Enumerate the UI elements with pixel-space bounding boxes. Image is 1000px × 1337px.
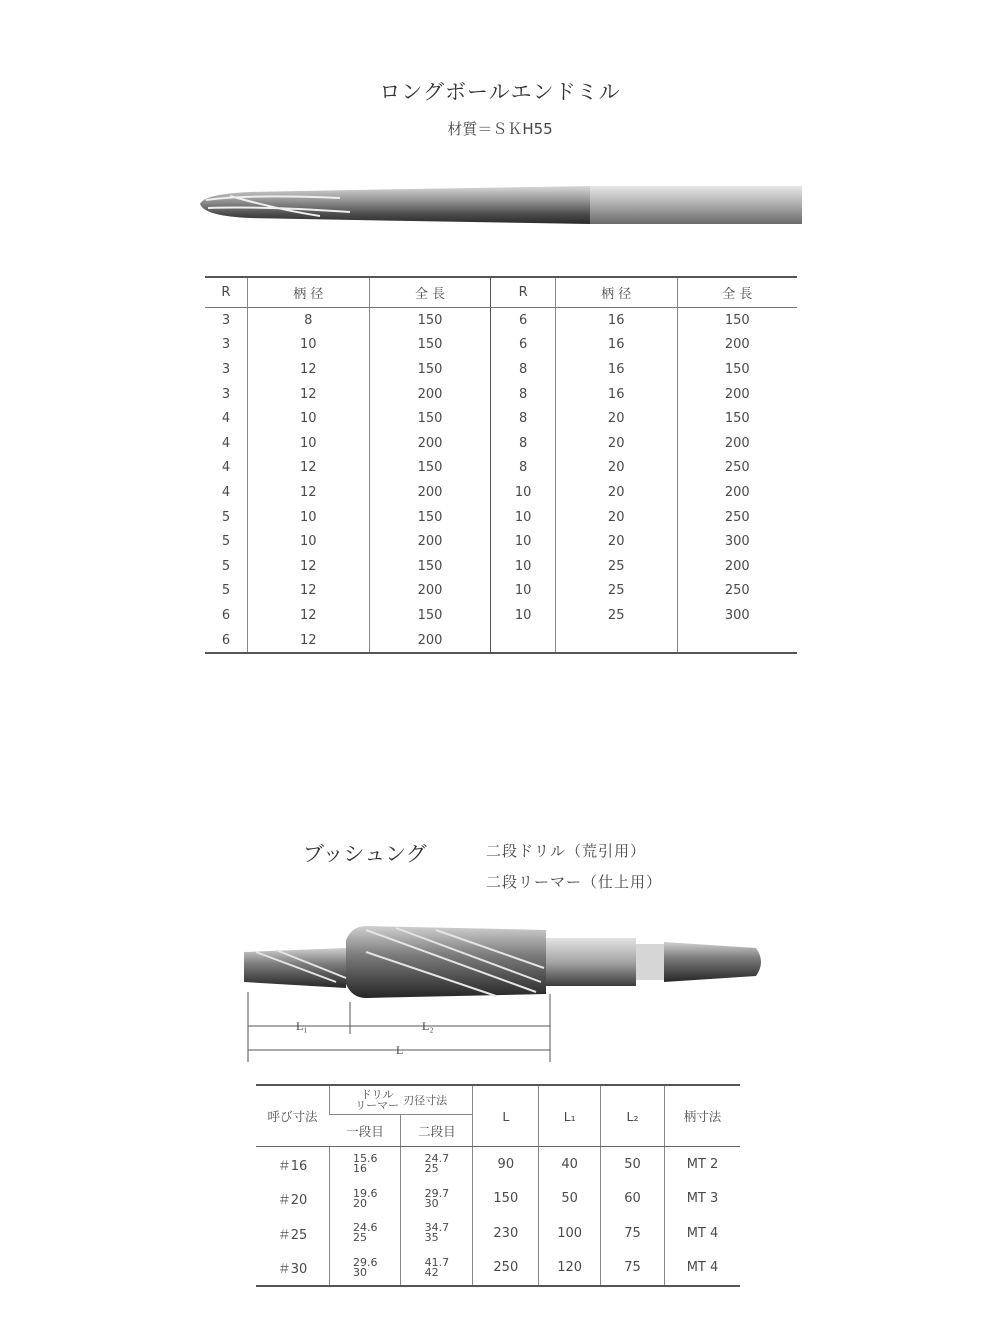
header-total-length: 全 長 [677,277,797,308]
cell-l2: 75 [601,1251,665,1287]
cell-step1 [329,1251,400,1287]
header-nominal: 呼び寸法 [256,1085,329,1147]
header-shank-dia: 柄 径 [555,277,677,308]
cell-total-length: 150 [677,406,797,431]
cell-shank-dia: 10 [247,529,369,554]
header-l: L [473,1085,539,1147]
cell-total-length: 150 [369,406,491,431]
cell-total-length: 200 [369,579,491,604]
cell-shank-dia: 20 [555,529,677,554]
cell-total-length: 150 [369,603,491,628]
cell-shank-dia: 10 [247,431,369,456]
table-row [256,1182,740,1217]
cell-shank-dia: 20 [555,406,677,431]
cell-total-length: 300 [677,603,797,628]
cell-shank-dia: 10 [247,406,369,431]
table-row [256,1216,740,1251]
cell-r: 5 [221,509,231,525]
cell-shank-dia: 10 [247,333,369,358]
cell-shank: MT 2 [664,1147,740,1182]
table-row [205,431,797,456]
cell-r: 8 [491,431,555,456]
cell-r: 8 [491,382,555,407]
cell-shank-dia [555,628,677,654]
header-shank: 柄寸法 [664,1085,740,1147]
cell-total-length: 150 [677,308,797,333]
table-row [205,529,797,554]
cell-step2-reamer-value: 25 [424,1162,439,1176]
table-row [205,456,797,481]
cell-total-length: 200 [677,554,797,579]
cell-step2-drill-value: 29.7 [424,1186,450,1200]
dim-l-label: L [396,1043,404,1057]
cell-l1: 40 [539,1147,601,1182]
cell-shank-dia: 12 [247,628,369,654]
cell-total-length: 250 [677,579,797,604]
cell-shank-dia: 10 [247,505,369,530]
header-r: R [205,277,247,308]
cell-step1-reamer-value: 30 [352,1265,367,1279]
cell-l2: 50 [601,1147,665,1182]
cell-r: 10 [491,505,555,530]
cell-step1-reamer-value: 16 [352,1162,367,1176]
cell-shank-dia: 12 [247,579,369,604]
cell-total-length: 150 [369,308,491,333]
cell-total-length: 200 [677,382,797,407]
table-row [205,357,797,382]
cell-r: 8 [491,357,555,382]
cell-total-length: 300 [677,529,797,554]
table-row [205,382,797,407]
cell-total-length [677,628,797,654]
cell-r: 4 [221,435,231,451]
cell-r: 6 [491,333,555,358]
table-row [205,554,797,579]
cell-l2: 60 [601,1182,665,1217]
cell-r: 10 [491,480,555,505]
cell-total-length: 150 [369,554,491,579]
cell-r [491,628,555,654]
cell-step1-drill-value: 19.6 [352,1186,378,1200]
dim-l1-label: L₁ [296,1019,308,1033]
cell-nominal: ＃16 [277,1158,308,1174]
header-l2: L₂ [601,1085,665,1147]
cell-r: 4 [221,411,231,427]
cell-total-length: 150 [369,357,491,382]
header-r: R [491,277,555,308]
cell-l: 150 [473,1182,539,1217]
cell-shank-dia: 25 [555,603,677,628]
header-step2: 二段目 [401,1115,473,1147]
cell-step1-drill-value: 29.6 [352,1255,378,1269]
cell-total-length: 150 [369,333,491,358]
table-row [205,406,797,431]
table-row [256,1147,740,1182]
cell-shank: MT 4 [664,1216,740,1251]
cell-nominal: ＃25 [277,1227,308,1243]
header-l1: L₁ [539,1085,601,1147]
cell-total-length: 150 [677,357,797,382]
cell-r: 6 [491,308,555,333]
cell-total-length: 250 [677,456,797,481]
cell-r: 3 [221,361,231,377]
cell-shank-dia: 16 [555,333,677,358]
cell-step1-reamer-value: 20 [352,1196,367,1210]
cell-r: 3 [221,337,231,353]
cell-total-length: 200 [369,628,491,654]
cell-shank-dia: 20 [555,505,677,530]
cell-r: 8 [491,406,555,431]
cell-shank-dia: 12 [247,554,369,579]
cell-r: 6 [205,628,247,654]
header-reamer: リーマー [355,1099,400,1113]
cell-nominal: ＃20 [277,1193,308,1209]
cell-r: 10 [491,554,555,579]
header-blade-dia-label: 刃径寸法 [403,1094,448,1108]
cell-step1-drill-value: 24.6 [352,1221,378,1235]
cell-r: 10 [491,603,555,628]
table-row [205,480,797,505]
cell-shank-dia: 12 [247,357,369,382]
cell-shank-dia: 12 [247,456,369,481]
cell-shank-dia: 20 [555,456,677,481]
dim-l2-label: L₂ [422,1019,434,1033]
material-spec: 材質＝ＳＫH55 [447,120,553,138]
cell-step2-drill-value: 34.7 [424,1221,450,1235]
cell-l: 230 [473,1216,539,1251]
cell-r: 4 [221,484,231,500]
header-blade-dia [329,1085,472,1115]
cell-r: 4 [221,460,231,476]
header-drill: ドリル [360,1088,394,1102]
cell-r: 8 [491,456,555,481]
cell-step2-reamer-value: 35 [424,1231,439,1245]
cell-r: 6 [221,607,231,623]
ball-end-mill-table [205,276,797,654]
subtitle-drill: 二段ドリル（荒引用） [486,842,647,860]
cell-shank-dia: 25 [555,554,677,579]
bushing-table [256,1084,740,1287]
cell-r: 3 [221,386,231,402]
cell-r: 5 [221,583,231,599]
cell-r: 10 [491,529,555,554]
cell-r: 5 [221,558,231,574]
table-row [205,505,797,530]
cell-step1 [329,1182,400,1217]
table-row [205,333,797,358]
cell-step2 [401,1182,473,1217]
cell-step1 [329,1147,400,1182]
bushing-tool-illustration [236,922,776,1068]
cell-shank-dia: 12 [247,480,369,505]
cell-r: 3 [221,312,231,328]
cell-step1-reamer-value: 25 [352,1231,367,1245]
cell-shank-dia: 25 [555,579,677,604]
cell-shank-dia: 16 [555,357,677,382]
cell-total-length: 200 [369,431,491,456]
cell-l1: 120 [539,1251,601,1287]
cell-step2-reamer-value: 30 [424,1196,439,1210]
ball-end-mill-illustration [190,180,810,230]
cell-shank-dia: 16 [555,382,677,407]
header-shank-dia: 柄 径 [247,277,369,308]
page-title: ロングボールエンドミル [379,80,621,104]
cell-step2 [401,1147,473,1182]
cell-step2 [401,1251,473,1287]
cell-nominal: ＃30 [256,1251,329,1287]
cell-total-length: 200 [369,529,491,554]
cell-l1: 50 [539,1182,601,1217]
cell-l: 250 [473,1251,539,1287]
cell-step2-drill-value: 24.7 [424,1152,450,1166]
cell-shank-dia: 20 [555,431,677,456]
cell-shank-dia: 12 [247,382,369,407]
cell-shank-dia: 16 [555,308,677,333]
cell-total-length: 150 [369,456,491,481]
cell-total-length: 150 [369,505,491,530]
cell-total-length: 200 [369,480,491,505]
cell-shank: MT 3 [664,1182,740,1217]
cell-r: 10 [491,579,555,604]
cell-shank-dia: 20 [555,480,677,505]
table-row [256,1251,740,1287]
cell-shank: MT 4 [664,1251,740,1287]
cell-total-length: 200 [677,333,797,358]
header-step1: 一段目 [329,1115,400,1147]
table-row [205,579,797,604]
cell-step2 [401,1216,473,1251]
subtitle-reamer: 二段リーマー（仕上用） [486,873,663,891]
cell-l2: 75 [601,1216,665,1251]
cell-step1 [329,1216,400,1251]
cell-step1-drill-value: 15.6 [352,1152,378,1166]
cell-l: 90 [473,1147,539,1182]
cell-total-length: 200 [677,431,797,456]
cell-l1: 100 [539,1216,601,1251]
cell-total-length: 250 [677,505,797,530]
cell-total-length: 200 [677,480,797,505]
table-row [205,628,797,654]
table-row [205,603,797,628]
cell-shank-dia: 8 [247,308,369,333]
table-row [205,308,797,333]
cell-shank-dia: 12 [247,603,369,628]
header-total-length: 全 長 [369,277,491,308]
cell-total-length: 200 [369,382,491,407]
cell-r: 5 [221,534,231,550]
cell-step2-reamer-value: 42 [424,1265,439,1279]
cell-step2-drill-value: 41.7 [424,1255,450,1269]
section-title: ブッシュング [303,842,427,866]
